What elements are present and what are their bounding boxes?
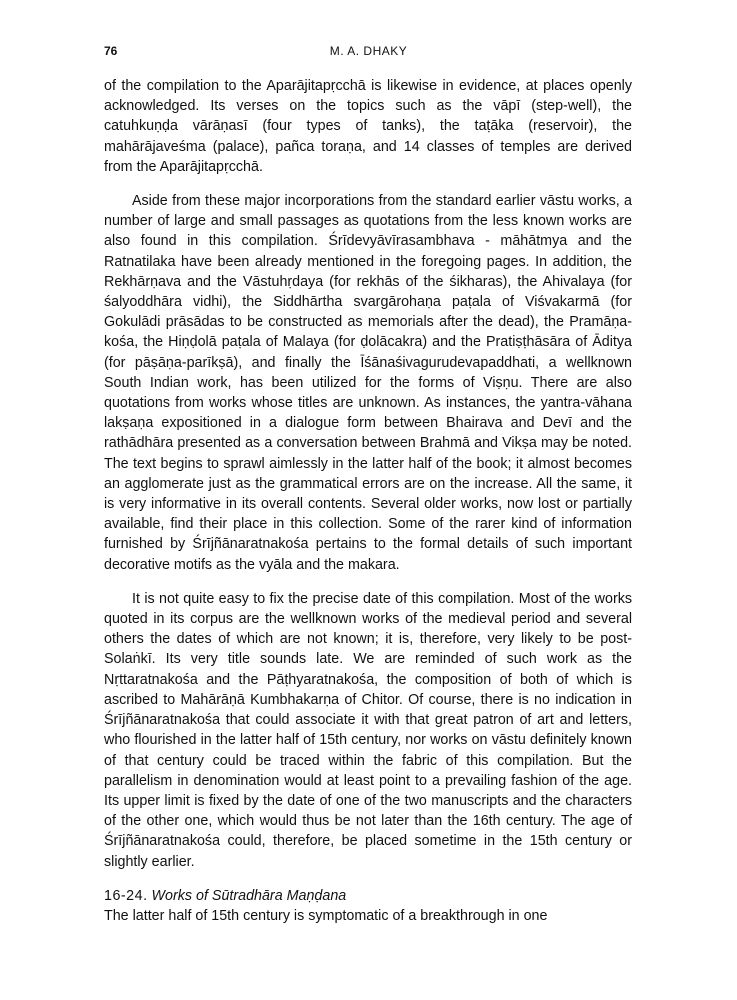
page-header (0, 44, 737, 62)
section-heading (104, 886, 632, 906)
paragraph: It is not quite easy to fix the precise date of this compilation. Most of the works quoted in its corpus are the wellknown works of the medieval period and several others the dates of which are not known; it is, therefore, very likely to be post-Solaṅkī. Its very title sounds late. We are reminded of such work as the Nṛttaratnakośa and the Pāṭhyaratnakośa, the composition of both of which is ascribed to Mahārāṇā Kumbhakarṇa of Chitor. Of course, there is no indication in Śrījñānaratnakośa that could associate it with that great patron of art and letters, who flourished in the latter half of 15th century, nor works on vāstu definitely known of that century could be traced within the fabric of this compilation. But the parallelism in denomination would at least point to a prevailing fashion of the age. Its upper limit is fixed by the date of one of the two manuscripts and the characters of the other one, which would thus be not later than the 16th century. The age of Śrījñānaratnakośa could, therefore, be placed sometime in the 15th century or slightly earlier. (104, 590, 632, 870)
running-head: M. A. DHAKY (329, 44, 408, 58)
paragraph: The latter half of 15th century is symptomatic of a breakthrough in one (104, 907, 548, 924)
section-title: Works of Sūtradhāra Maṇḍana (151, 887, 347, 904)
paragraph: Aside from these major incorporations from the standard earlier vāstu works, a number of large and small passages as quotations from the less known works are also found in this compilation. Śrīdevyāvīrasambhava - māhātmya and the Ratnatilaka have been already mentioned in the foregoing pages. In addition, the Rekhārṇava and the Vāstuhṛdaya (for rekhās of the śikharas), the Ahivalaya (for śalyoddhāra vidhi), the Siddhārtha svargārohaṇa paṭala of Viśvakarmā (for Gokulādi prāsādas to be constructed as memorials after the dead), the Pramāṇa-kośa, the Hiṇḍolā paṭala of Malaya (for ḍolācakra) and the Pratiṣṭhāsāra of Āditya (for pāṣāṇa-parīkṣā), and finally the Īśānaśivagurudevapaddhati, a wellknown South Indian work, has been utilized for the forms of Viṣṇu. There are also quotations from works whose titles are unknown. As instances, the yantra-vāhana lakṣaṇa expositioned in a dialogue form between Bhairava and Devī and the rathādhāra presented as a conversation between Brahmā and Vikṣa may be noted. The text begins to sprawl aimlessly in the latter half of the book; it almost becomes an agglomerate just as the grammatical errors are on the increase. All the same, it is very informative in its overall contents. Several older works, now lost or partially available, find their place in this collection. Some of the rarer kind of information furnished by Śrījñānaratnakośa pertains to the formal details of such important decorative motifs as the vyāla and the makara. (104, 193, 632, 573)
page-number: 76 (104, 44, 118, 58)
body-text (104, 76, 632, 926)
section-number: 16-24. (104, 887, 148, 904)
paragraph: of the compilation to the Aparājitapṛcchā is likewise in evidence, at places openly acknowledged. Its verses on the topics such as the vāpī (step-well), the catuhkuṇḍa vārāṇasī (four types of tanks), the taṭāka (reservoir), the mahārājaveśma (palace), pañca toraṇa, and 14 classes of temples are derived from the Aparājitapṛcchā. (104, 78, 632, 175)
